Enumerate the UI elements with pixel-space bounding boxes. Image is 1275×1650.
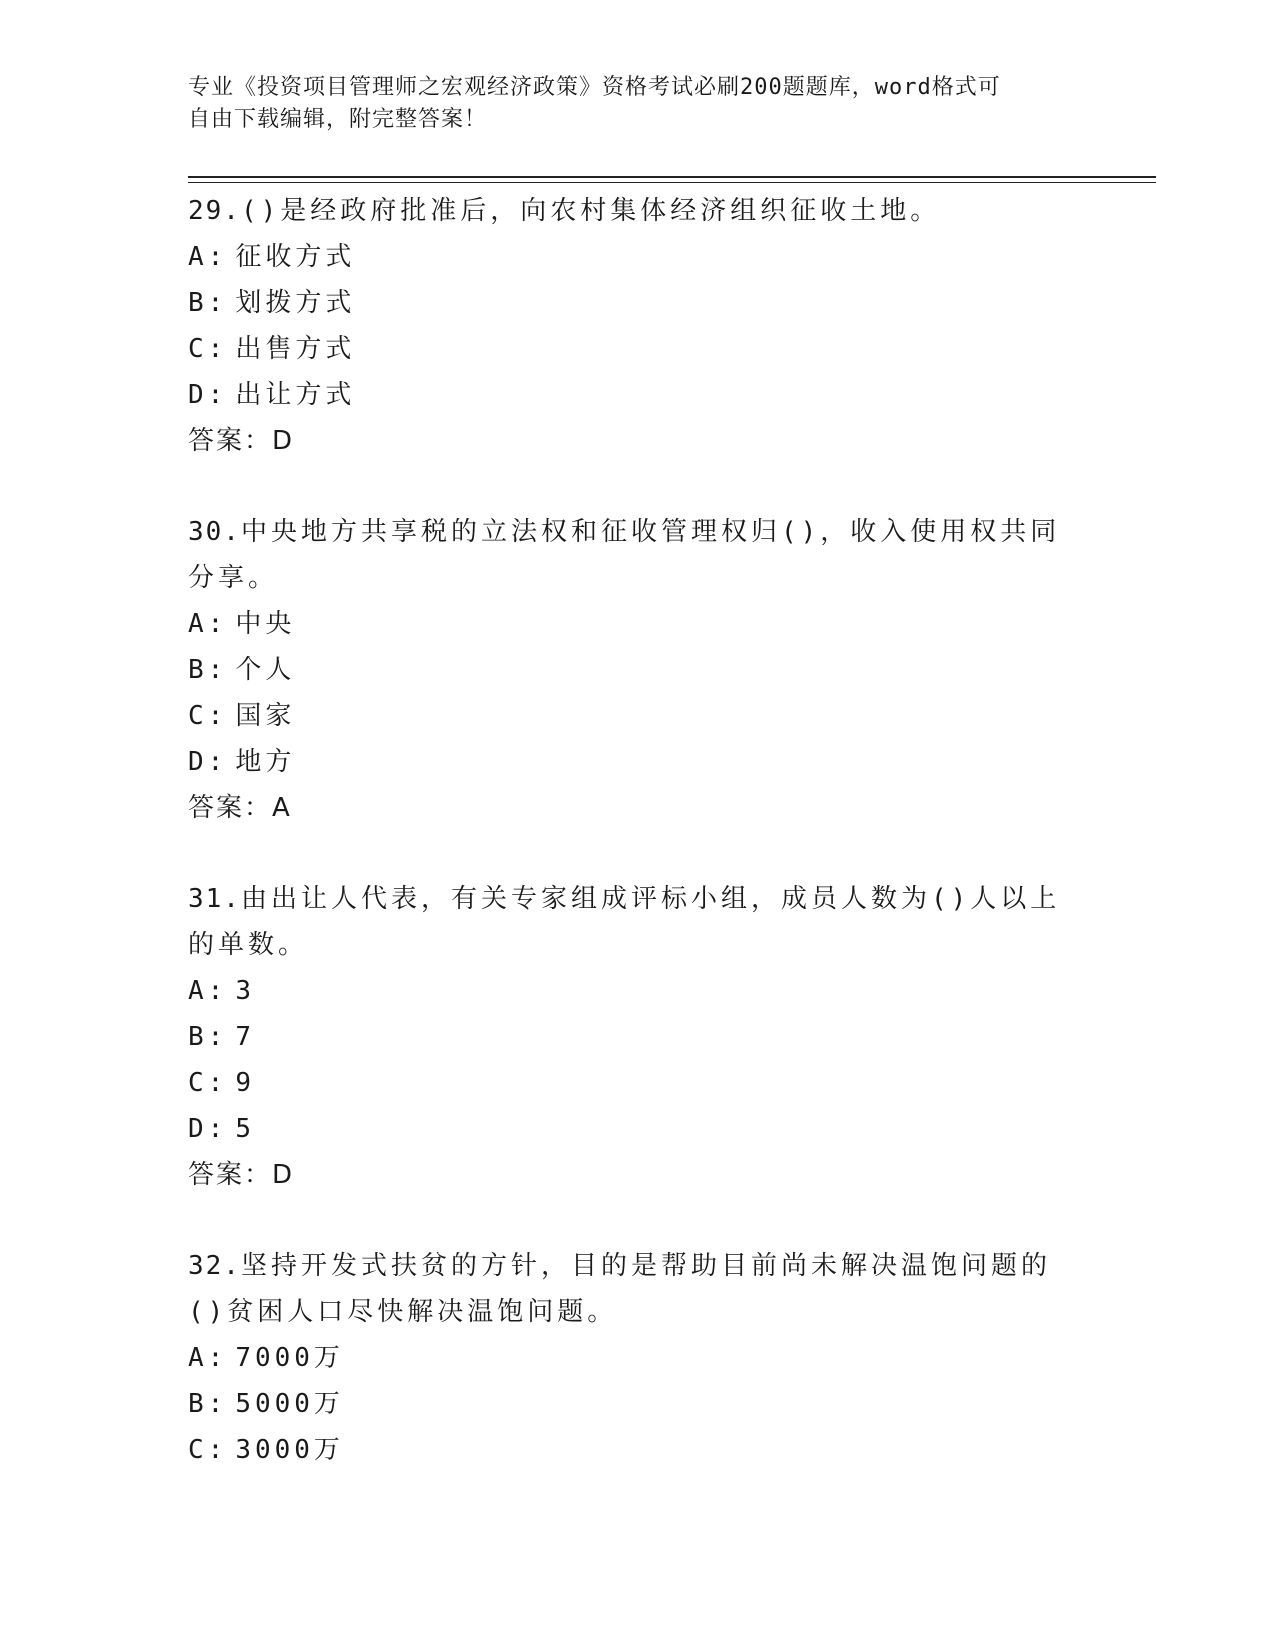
option-text: 征收方式 bbox=[235, 242, 356, 272]
option-label: B: bbox=[188, 655, 228, 685]
question-number: 32. bbox=[188, 1251, 241, 1281]
question-list bbox=[188, 188, 1088, 1518]
question-text: ()是经政府批准后，向农村集体经济组织征收土地。 bbox=[240, 196, 941, 226]
question-stem bbox=[188, 876, 1088, 968]
option-label: B: bbox=[188, 288, 228, 318]
question-text: 坚持开发式扶贫的方针，目的是帮助目前尚未解决温饱问题的()贫困人口尽快解决温饱问题。 bbox=[188, 1251, 1051, 1327]
option-d bbox=[188, 739, 1088, 785]
option-c bbox=[188, 693, 1088, 739]
option-label: A: bbox=[188, 1343, 228, 1373]
answer-line: 答案：A bbox=[188, 793, 292, 823]
answer-line: 答案：D bbox=[188, 426, 295, 456]
option-b bbox=[188, 280, 1088, 326]
question-number: 29. bbox=[188, 196, 241, 226]
question-number: 31. bbox=[188, 884, 241, 914]
option-c bbox=[188, 1060, 1088, 1106]
option-label: C: bbox=[188, 1068, 228, 1098]
option-label: D: bbox=[188, 1114, 228, 1144]
header-rule-thin bbox=[188, 182, 1156, 183]
option-text: 3 bbox=[235, 976, 255, 1006]
document-header bbox=[188, 72, 1088, 136]
header-rule-thick bbox=[188, 176, 1156, 178]
option-text: 中央 bbox=[235, 609, 296, 639]
header-title-line-2: 自由下载编辑，附完整答案！ bbox=[188, 107, 488, 132]
question-stem bbox=[188, 188, 1088, 234]
question-stem bbox=[188, 1243, 1088, 1335]
option-text: 5000万 bbox=[235, 1389, 344, 1419]
option-d bbox=[188, 1106, 1088, 1152]
option-a bbox=[188, 1335, 1088, 1381]
answer-line: 答案：D bbox=[188, 1160, 295, 1190]
option-label: C: bbox=[188, 1435, 228, 1465]
option-a bbox=[188, 234, 1088, 280]
option-label: C: bbox=[188, 334, 228, 364]
question-text: 中央地方共享税的立法权和征收管理权归()，收入使用权共同分享。 bbox=[188, 517, 1061, 593]
option-label: A: bbox=[188, 609, 228, 639]
option-text: 出售方式 bbox=[235, 334, 356, 364]
option-b bbox=[188, 1381, 1088, 1427]
option-label: C: bbox=[188, 701, 228, 731]
option-label: B: bbox=[188, 1022, 228, 1052]
option-label: D: bbox=[188, 380, 228, 410]
option-text: 个人 bbox=[235, 655, 296, 685]
option-text: 9 bbox=[235, 1068, 255, 1098]
option-text: 出让方式 bbox=[235, 380, 356, 410]
option-d bbox=[188, 372, 1088, 418]
option-label: A: bbox=[188, 242, 228, 272]
option-label: A: bbox=[188, 976, 228, 1006]
option-a bbox=[188, 968, 1088, 1014]
option-c bbox=[188, 1427, 1088, 1473]
question-30 bbox=[188, 509, 1088, 831]
option-a bbox=[188, 601, 1088, 647]
option-b bbox=[188, 647, 1088, 693]
question-31 bbox=[188, 876, 1088, 1198]
option-text: 7 bbox=[235, 1022, 255, 1052]
header-title-line-1: 专业《投资项目管理师之宏观经济政策》资格考试必刷200题题库，word格式可 bbox=[188, 75, 1001, 100]
question-stem bbox=[188, 509, 1088, 601]
option-label: B: bbox=[188, 1389, 228, 1419]
option-text: 5 bbox=[235, 1114, 255, 1144]
option-text: 地方 bbox=[235, 747, 296, 777]
question-29 bbox=[188, 188, 1088, 464]
question-text: 由出让人代表，有关专家组成评标小组，成员人数为()人以上的单数。 bbox=[188, 884, 1061, 960]
question-number: 30. bbox=[188, 517, 241, 547]
option-text: 国家 bbox=[235, 701, 296, 731]
option-text: 7000万 bbox=[235, 1343, 344, 1373]
option-text: 3000万 bbox=[235, 1435, 344, 1465]
question-32 bbox=[188, 1243, 1088, 1473]
option-text: 划拨方式 bbox=[235, 288, 356, 318]
option-b bbox=[188, 1014, 1088, 1060]
option-c bbox=[188, 326, 1088, 372]
option-label: D: bbox=[188, 747, 228, 777]
